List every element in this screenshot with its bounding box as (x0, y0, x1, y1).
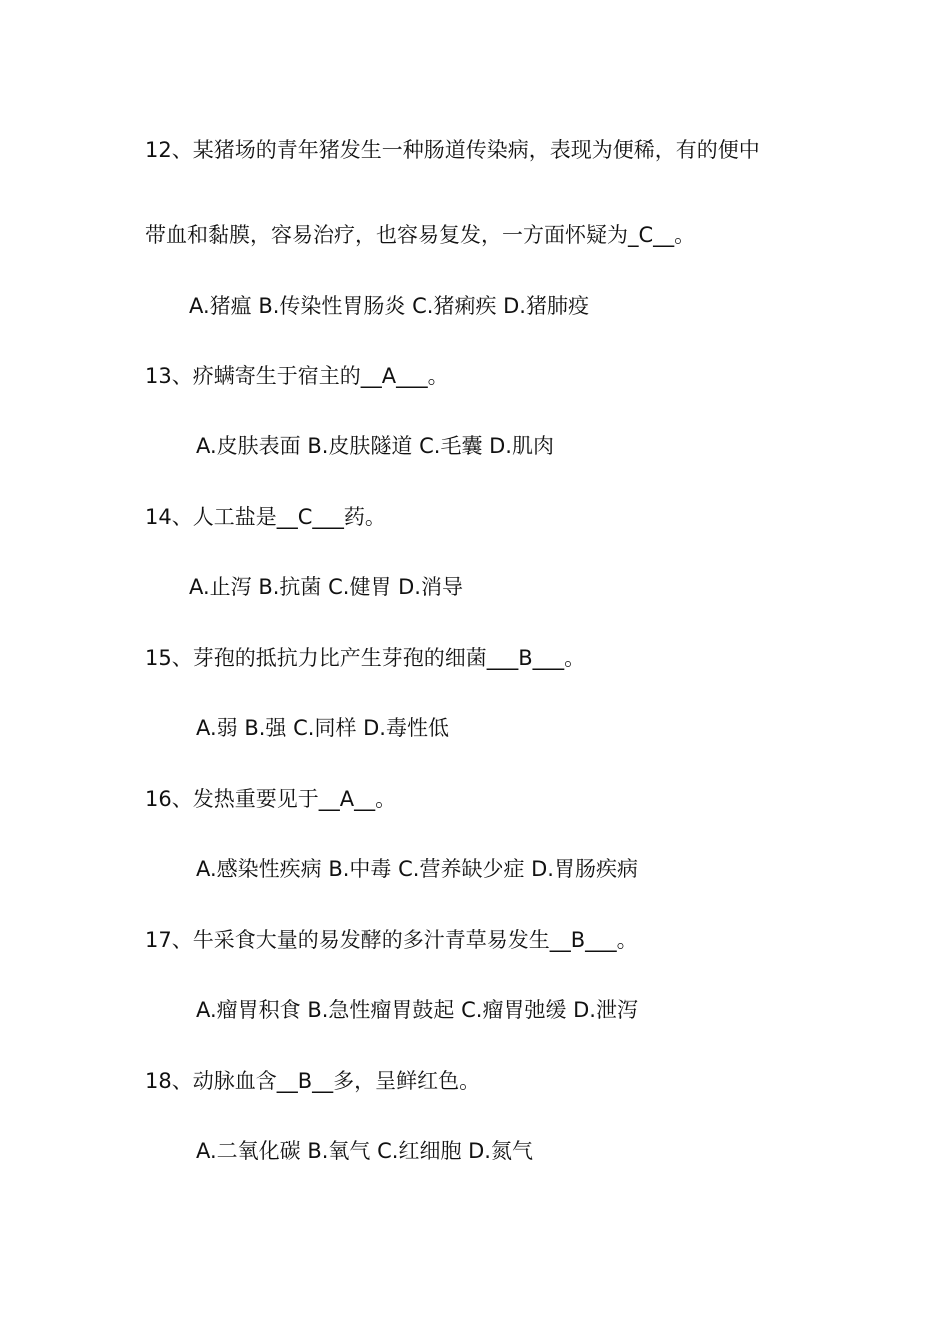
question-17-stem: 17、牛采食大量的易发酵的多汁青草易发生__B___。 (145, 928, 638, 952)
question-18-options: A.二氧化碳 B.氧气 C.红细胞 D.氮气 (196, 1139, 533, 1163)
question-16-stem: 16、发热重要见于__A__。 (145, 787, 397, 811)
question-15-stem: 15、芽孢的抵抗力比产生芽孢的细菌___B___。 (145, 646, 586, 670)
question-12-stem-line1: 12、某猪场的青年猪发生一种肠道传染病，表现为便稀，有的便中 (145, 138, 760, 162)
question-13-stem: 13、疥螨寄生于宿主的__A___。 (145, 364, 449, 388)
question-18-stem: 18、动脉血含__B__多，呈鲜红色。 (145, 1069, 481, 1093)
question-13-options: A.皮肤表面 B.皮肤隧道 C.毛囊 D.肌肉 (196, 434, 554, 458)
question-14-options: A.止泻 B.抗菌 C.健胃 D.消导 (189, 575, 463, 599)
question-16-options: A.感染性疾病 B.中毒 C.营养缺少症 D.胃肠疾病 (196, 857, 638, 881)
question-12-options: A.猪瘟 B.传染性胃肠炎 C.猪痢疾 D.猪肺疫 (189, 294, 589, 318)
question-12-stem-line2: 带血和黏膜，容易治疗，也容易复发，一方面怀疑为_C__。 (145, 223, 696, 247)
question-17-options: A.瘤胃积食 B.急性瘤胃鼓起 C.瘤胃弛缓 D.泄泻 (196, 998, 638, 1022)
question-14-stem: 14、人工盐是__C___药。 (145, 505, 386, 529)
question-15-options: A.弱 B.强 C.同样 D.毒性低 (196, 716, 449, 740)
